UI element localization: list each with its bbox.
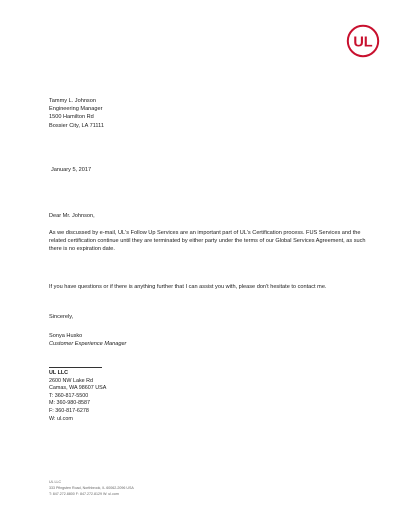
company-contact (49, 370, 106, 423)
signer-name: Sonya Husko (49, 333, 83, 339)
body-paragraph: If you have questions or if there is anything further that I can assist you with, please don't hesitate to contact me. (49, 284, 327, 290)
company-name: UL LLC (49, 370, 69, 376)
company-city: Camas, WA 98607 USA (49, 385, 107, 392)
company-fax: F: 360-817-6278 (49, 407, 89, 414)
ul-logo-text: UL (353, 34, 373, 51)
company-mobile: M: 360-980-8587 (49, 400, 91, 407)
divider (49, 367, 102, 368)
company-phone: T: 360-817-5500 (49, 392, 89, 399)
ul-logo-mark (346, 24, 380, 58)
salutation: Dear Mr. Johnson, (49, 213, 95, 219)
footer-line: UL LLC (49, 480, 62, 484)
footer-line: T: 847.272.8800 F: 847.272.8129 W: ul.com (49, 491, 119, 496)
page-footer (49, 480, 134, 497)
recipient-name: Tammy L. Johnson (49, 98, 96, 104)
recipient-city: Bossier City, LA 71111 (49, 122, 104, 129)
footer-line: 333 Pfingsten Road, Northbrook, IL 60062-2096 USA (49, 485, 134, 490)
company-street: 2600 NW Lake Rd (49, 377, 94, 384)
recipient-address (49, 97, 104, 130)
closing: Sincerely, (49, 314, 74, 320)
company-web: W: ul.com (49, 415, 73, 422)
body-paragraph: As we discussed by e-mail, UL's Follow Up Services are an important part of UL's Certification process. FUS Services and the related certification continue until they are terminated by either party under the terms of our Global Services Agreement, as such there is no expiration date. (49, 230, 366, 253)
signer-title: Customer Experience Manager (49, 341, 127, 348)
recipient-street: 1500 Hamilton Rd (49, 114, 94, 121)
ul-logo (346, 24, 380, 58)
signature-block (49, 332, 126, 348)
letter-date: January 5, 2017 (51, 167, 92, 173)
recipient-title: Engineering Manager (49, 106, 103, 113)
